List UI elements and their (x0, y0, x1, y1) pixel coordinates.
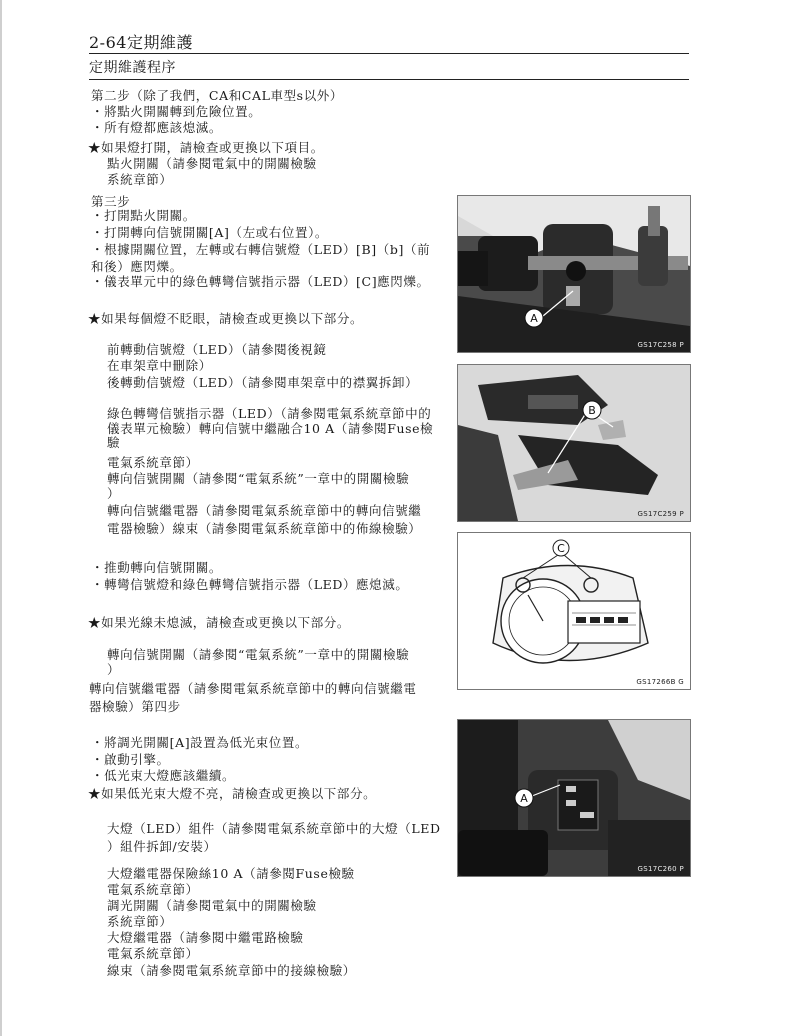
text-line: 在車架章中刪除） (107, 358, 212, 373)
figure-handlebar-switch (457, 195, 691, 353)
text-line: ・所有燈都應該熄滅。 (91, 120, 223, 135)
figure-code: GS17266B G (636, 678, 684, 686)
text-line: ・儀表單元中的綠色轉彎信號指示器（LED）[C]應閃爍。 (91, 274, 430, 289)
text-line: ★如果燈打開，請檢查或更換以下項目。 (88, 140, 324, 155)
text-line: 器檢驗）第四步 (89, 699, 181, 714)
text-line: 轉向信號繼電器（請參閱電氣系統章節中的轉向信號繼 (107, 503, 422, 518)
text-line: ・啟動引擎。 (91, 752, 170, 767)
text-line: 點火開關（請參閱電氣中的開關檢驗 (107, 156, 317, 171)
text-line: 電氣系統章節） (107, 882, 199, 897)
text-line: 第三步 (91, 194, 131, 209)
text-line: 大燈（LED）組件（請參閱電氣系統章節中的大燈（LED (107, 821, 441, 836)
text-line: ） (107, 662, 121, 677)
figure-code: GS17C259 P (637, 510, 684, 518)
text-line: 綠色轉彎信號指示器（LED）（請參閱電氣系統章節中的 (107, 406, 432, 421)
text-line: ・推動轉向信號開關。 (91, 560, 223, 575)
figure-callout: A (530, 312, 538, 325)
section-rule (89, 79, 689, 80)
text-line: 電氣系統章節） (107, 946, 199, 961)
figure-rear-turn-signal (457, 364, 691, 522)
text-line: ・將調光開關[A]設置為低光束位置。 (91, 735, 309, 750)
text-line: ・根據開關位置，左轉或右轉信號燈（LED）[B]（b]（前 (91, 242, 431, 257)
text-line: ★如果每個燈不眨眼，請檢查或更換以下部分。 (88, 311, 364, 326)
section-title: 定期維護程序 (89, 60, 176, 76)
text-line: ★如果低光束大燈不亮，請檢查或更換以下部分。 (88, 786, 377, 801)
figure-meter-unit (457, 532, 691, 690)
text-line: 系統章節） (107, 172, 173, 187)
text-line: 線束（請參閱電氣系統章節中的接線檢驗） (107, 963, 356, 978)
page-edge (0, 0, 2, 1036)
text-line: 轉向信號繼電器（請參閱電氣系統章節中的轉向信號繼電 (89, 681, 417, 696)
text-line: 電器檢驗）線束（請參閱電氣系統章節中的佈線檢驗） (107, 521, 422, 536)
text-line: 和後）應閃爍。 (91, 259, 183, 274)
text-line: ）組件拆卸/安裝） (107, 839, 217, 854)
text-line: 儀表單元檢驗）轉向信號中繼融合10 A（請參閱Fuse檢 (107, 421, 434, 436)
text-line: ・轉彎信號燈和綠色轉彎信號指示器（LED）應熄滅。 (91, 577, 409, 592)
text-line: 調光開關（請參閱電氣中的開關檢驗 (107, 898, 317, 913)
text-line: ・低光束大燈應該繼續。 (91, 768, 236, 783)
text-line: ・打開轉向信號開關[A]（左或右位置）。 (91, 225, 329, 240)
figure-callout: B (588, 404, 596, 417)
header-rule (89, 53, 689, 54)
text-line: 大燈繼電器保險絲10 A（請參閱Fuse檢驗 (107, 866, 355, 881)
text-line: ★如果光線未熄滅，請檢查或更換以下部分。 (88, 615, 351, 630)
text-line: 前轉動信號燈（LED）（請參閱後視鏡 (107, 342, 327, 357)
text-line: ・打開點火開關。 (91, 208, 196, 223)
text-line: 大燈繼電器（請參閱中繼電路檢驗 (107, 930, 304, 945)
text-line: 系統章節） (107, 914, 173, 929)
text-line: 第二步（除了我們，CA和CAL車型s以外） (91, 88, 343, 103)
figure-code: GS17C258 P (637, 341, 684, 349)
text-line: ） (107, 486, 121, 501)
text-line: 轉向信號開關（請參閱“電氣系統”一章中的開關檢驗 (107, 471, 410, 486)
text-line: ・將點火開關轉到危險位置。 (91, 104, 262, 119)
text-line: 後轉動信號燈（LED）（請參閱車架章中的襟翼拆卸） (107, 375, 419, 390)
text-line: 驗 (107, 435, 121, 450)
text-line: 轉向信號開關（請參閱“電氣系統”一章中的開關檢驗 (107, 647, 410, 662)
figure-callout: A (520, 792, 528, 805)
text-line: 電氣系統章節） (107, 455, 199, 470)
figure-callout: C (557, 542, 565, 555)
figure-code: GS17C260 P (637, 865, 684, 873)
figure-dimmer-switch (457, 719, 691, 877)
page-title: 2-64定期維護 (89, 33, 193, 52)
